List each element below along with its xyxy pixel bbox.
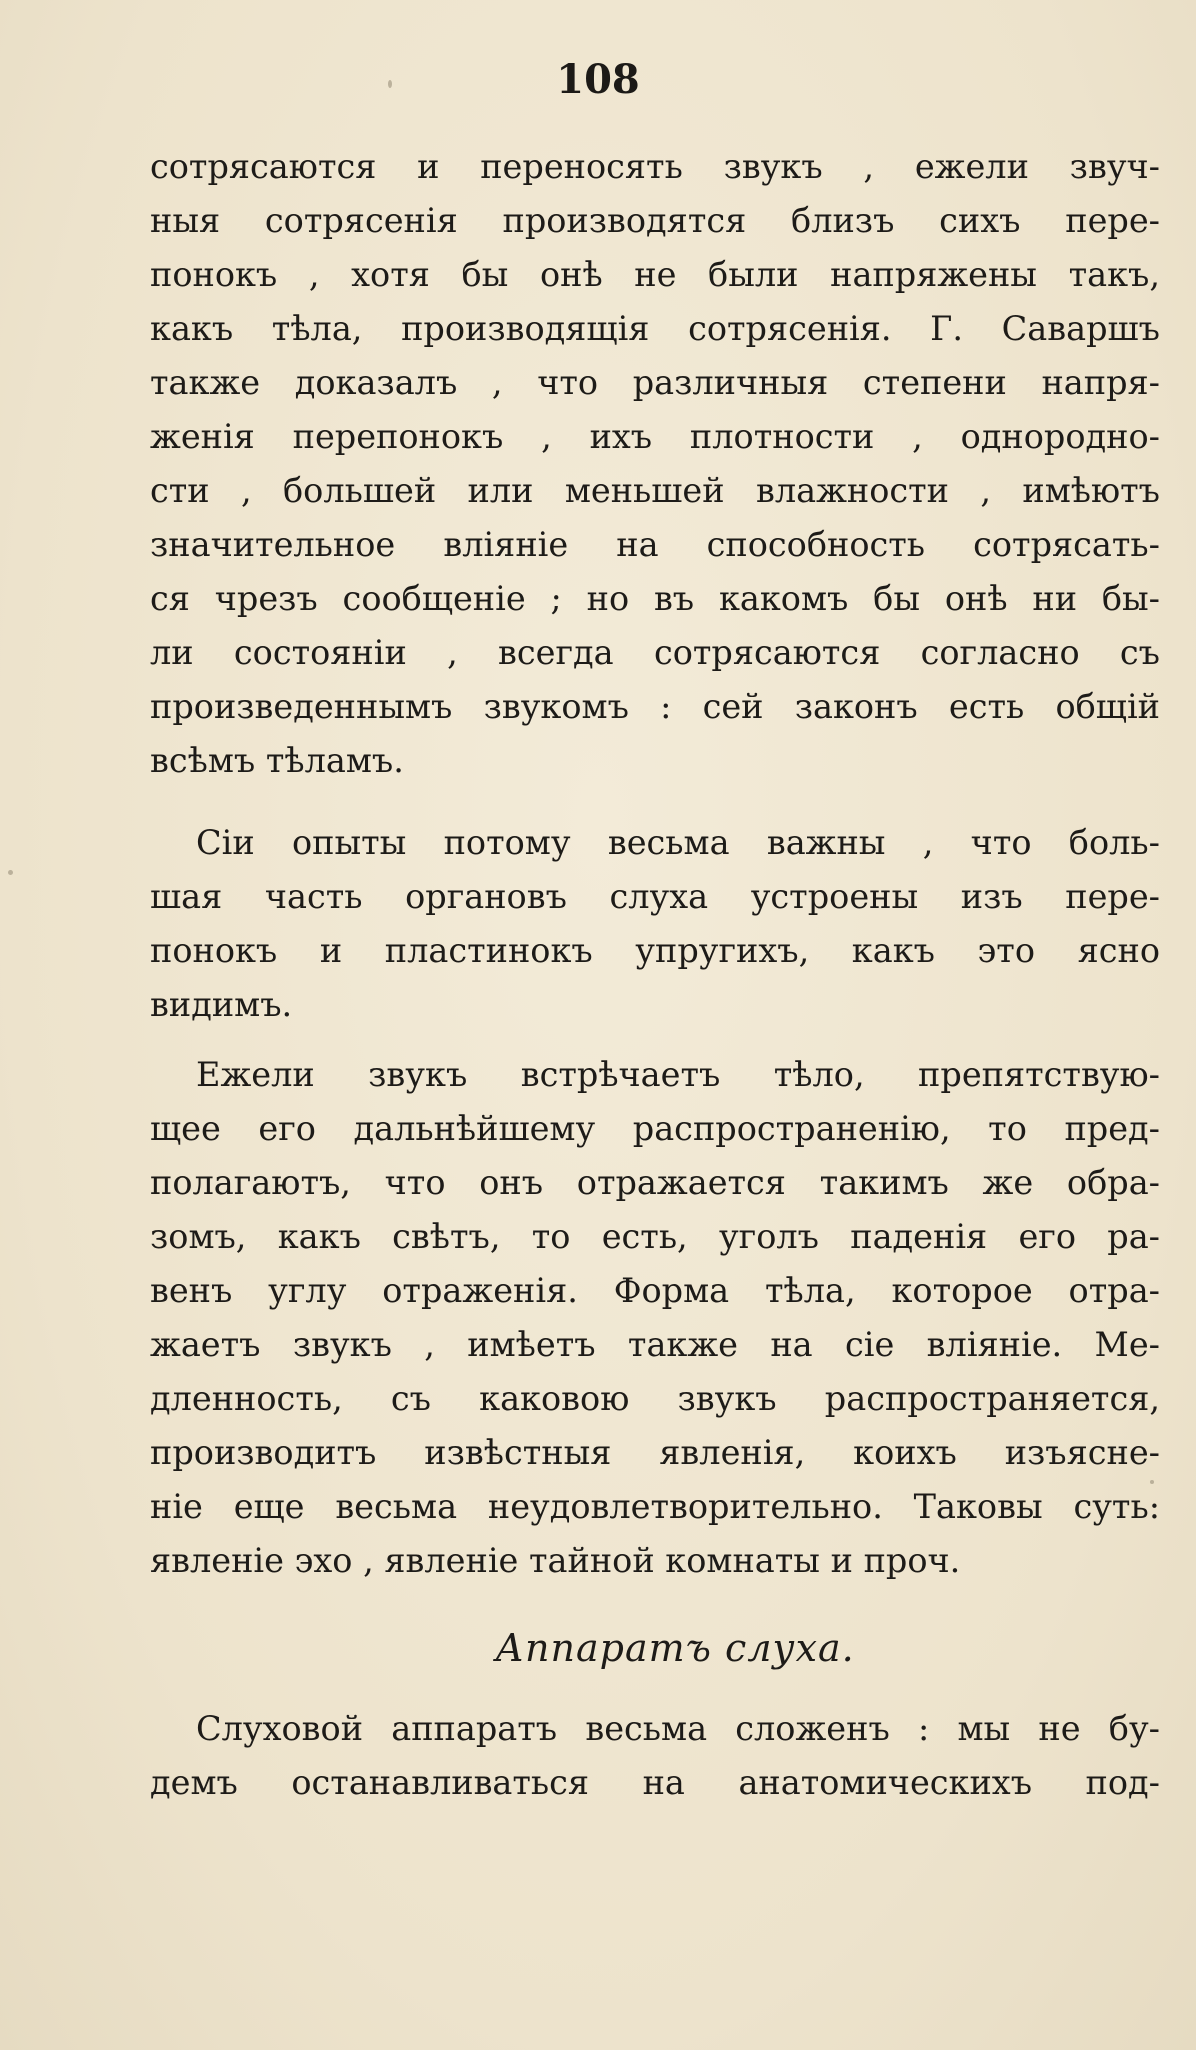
paragraph-3 (150, 1048, 1160, 1588)
text-line: венъ углу отраженія. Форма тѣла, которое отра- (150, 1271, 1160, 1310)
text-line: значительное вліяніе на способность сотрясать- (150, 525, 1160, 564)
text-line: женія перепонокъ , ихъ плотности , однородно- (150, 417, 1160, 456)
text-line: жаетъ звукъ , имѣетъ также на сіе вліяніе. Ме- (150, 1325, 1160, 1364)
text-line: произведеннымъ звукомъ : сей законъ есть общій (150, 687, 1160, 726)
text-line: всѣмъ тѣламъ. (150, 741, 404, 780)
text-line: сти , большей или меньшей влажности , имѣютъ (150, 471, 1160, 510)
paper-speck (8, 870, 13, 875)
text-line: ли состояніи , всегда сотрясаются согласно съ (150, 633, 1160, 672)
paper-speck (388, 80, 392, 88)
section-heading: Аппаратъ слуха. (495, 1626, 855, 1670)
page-number: 108 (556, 56, 640, 103)
text-line: сотрясаются и переносять звукъ , ежели звуч- (150, 147, 1160, 186)
text-line: понокъ , хотя бы онѣ не были напряжены такъ, (150, 255, 1160, 294)
paper-speck (1150, 1480, 1154, 1484)
text-line: ныя сотрясенія производятся близъ сихъ пере- (150, 201, 1160, 240)
paragraph-gap (150, 788, 1160, 816)
paragraph-2 (150, 816, 1160, 1032)
text-line: полагаютъ, что онъ отражается такимъ же обра- (150, 1163, 1160, 1202)
text-line: также доказалъ , что различныя степени напря- (150, 363, 1160, 402)
text-line: щее его дальнѣйшему распространенію, то пред- (150, 1109, 1160, 1148)
paragraph-1 (150, 140, 1160, 788)
text-line: производитъ извѣстныя явленія, коихъ изъясне- (150, 1433, 1160, 1472)
text-line: какъ тѣла, производящія сотрясенія. Г. Саваршъ (150, 309, 1160, 348)
text-line: зомъ, какъ свѣтъ, то есть, уголъ паденія его ра- (150, 1217, 1160, 1256)
text-line: ніе еще весьма неудовлетворительно. Таковы суть: (150, 1487, 1160, 1526)
body-text (150, 140, 1160, 1810)
text-line: явленіе эхо , явленіе тайной комнаты и проч. (150, 1541, 961, 1580)
paragraph-gap (150, 1032, 1160, 1048)
text-line: видимъ. (150, 985, 293, 1024)
text-line: Ежели звукъ встрѣчаетъ тѣло, препятствую- (196, 1055, 1160, 1094)
text-line: понокъ и пластинокъ упругихъ, какъ это ясно (150, 931, 1160, 970)
paragraph-4 (150, 1702, 1160, 1810)
text-line: Сіи опыты потому весьма важны , что боль- (196, 823, 1160, 862)
text-line: ся чрезъ сообщеніе ; но въ какомъ бы онѣ ни бы- (150, 579, 1160, 618)
text-line: демъ останавливаться на анатомическихъ под- (150, 1763, 1160, 1802)
text-line: дленность, съ каковою звукъ распространяется, (150, 1379, 1160, 1418)
text-line: Слуховой аппаратъ весьма сложенъ : мы не бу- (196, 1709, 1160, 1748)
text-line: шая часть органовъ слуха устроены изъ пере- (150, 877, 1160, 916)
